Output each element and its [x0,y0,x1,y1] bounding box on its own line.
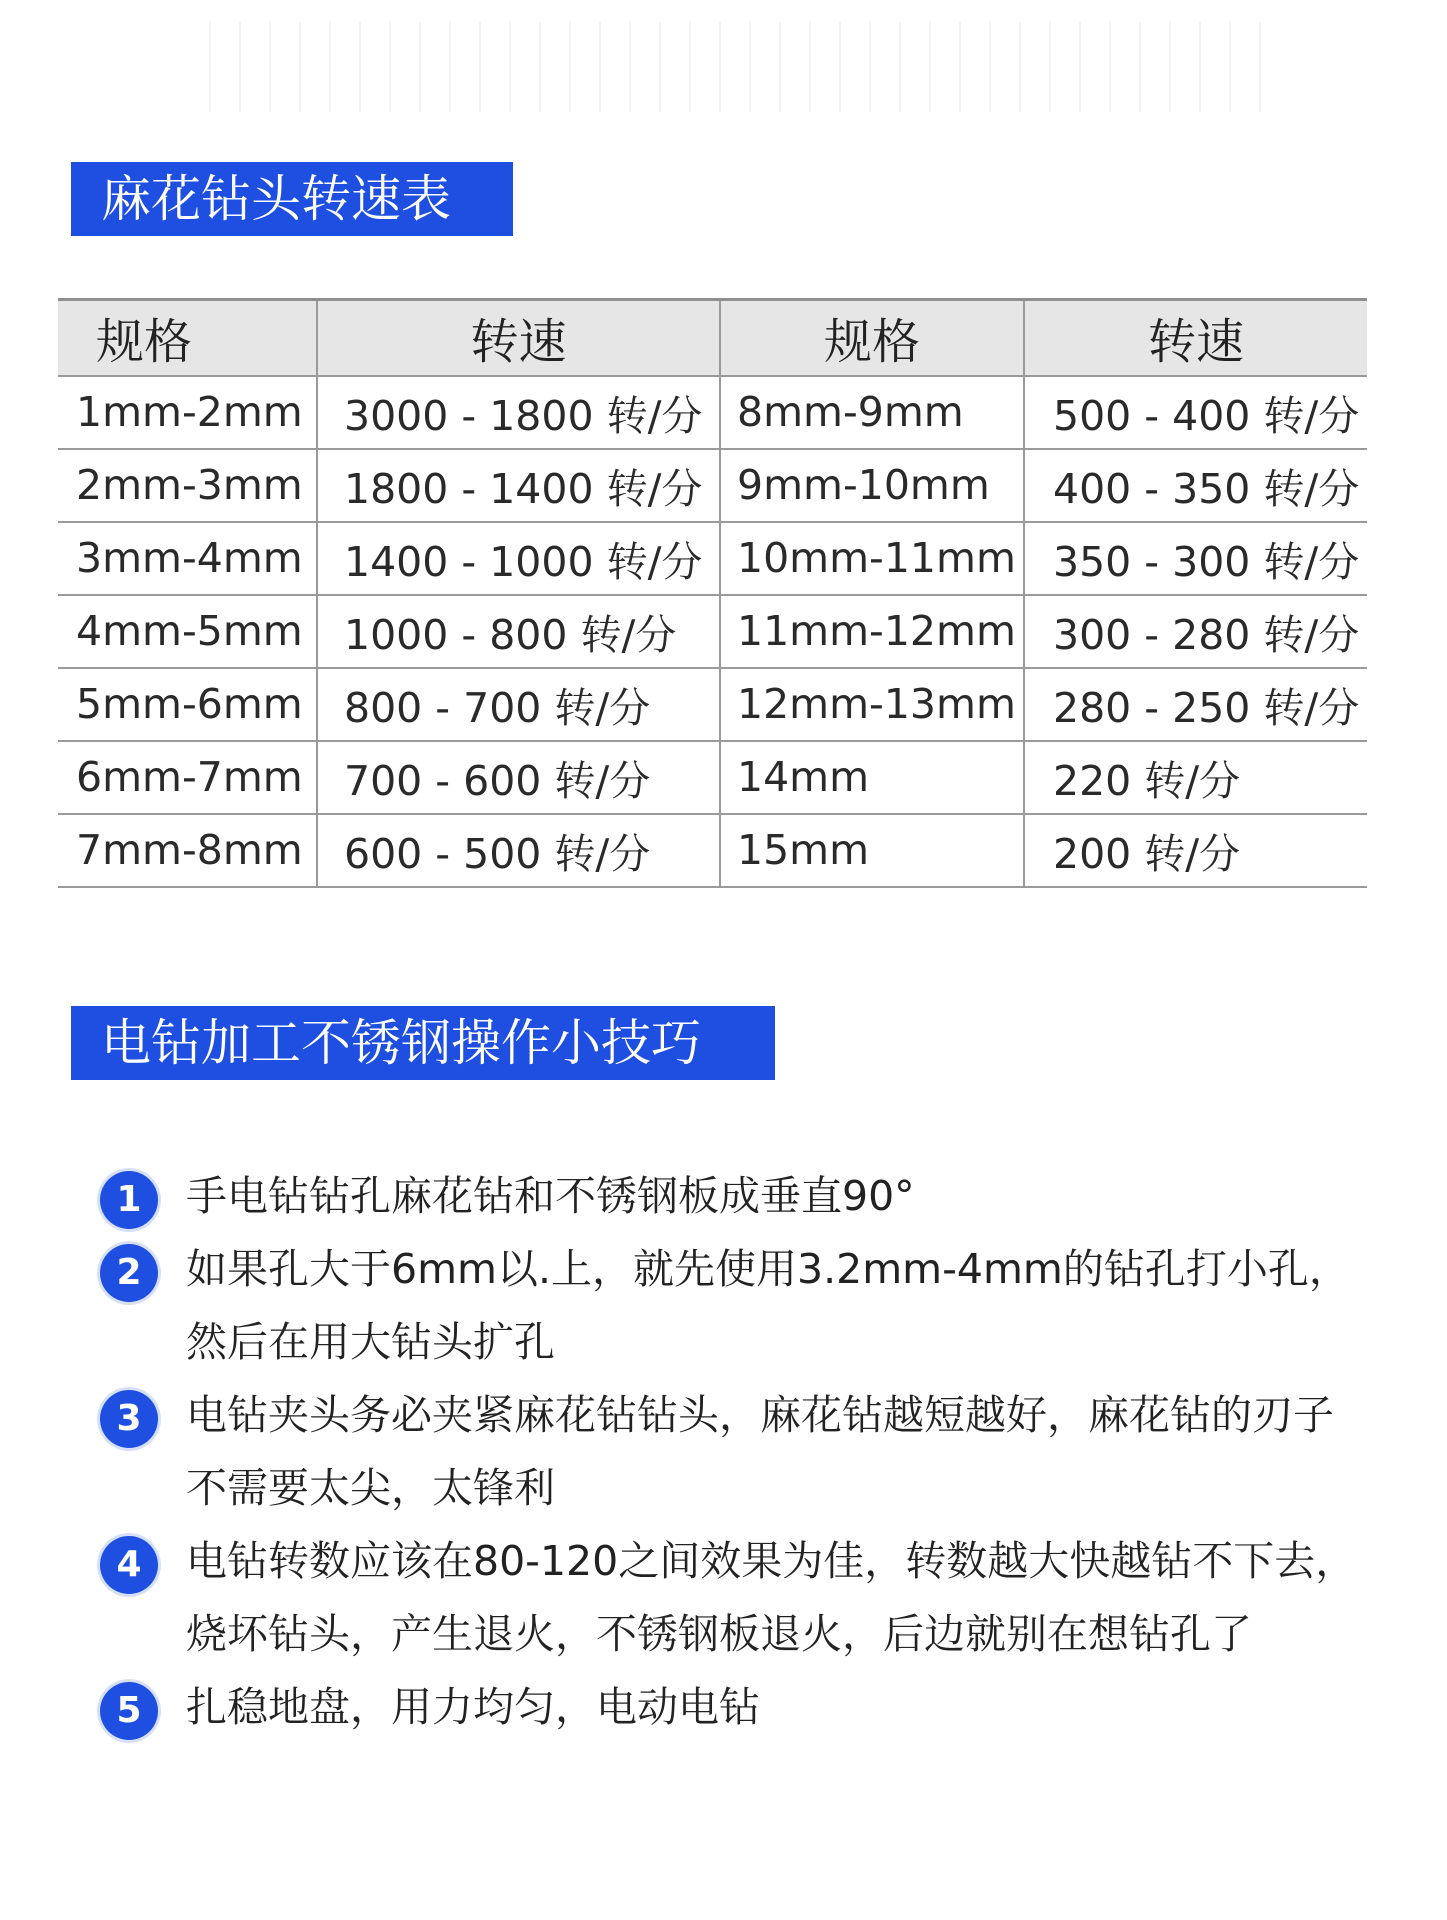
cell-speed: 800 - 700 转/分 [317,668,720,741]
table-row [58,668,1367,741]
tip-item [100,1379,1400,1525]
cell-spec: 2mm-3mm [58,449,317,522]
tip-text-line: 手电钻钻孔麻花钻和不锈钢板成垂直90° [186,1172,915,1220]
table-row [58,814,1367,887]
table-row [58,449,1367,522]
cell-spec: 9mm-10mm [720,449,1024,522]
tip-text-line: 电钻转数应该在80-120之间效果为佳，转数越大快越钻不下去， [186,1537,1357,1585]
tip-item [100,1233,1400,1379]
tip-text-line: 扎稳地盘，用力均匀，电动电钻 [186,1683,760,1731]
tip-item [100,1160,1400,1233]
cell-spec: 1mm-2mm [58,376,317,449]
cell-speed: 500 - 400 转/分 [1024,376,1367,449]
header-speed: 转速 [1024,300,1367,376]
tips-list [100,1160,1400,1744]
tip-text-line: 然后在用大钻头扩孔 [186,1318,555,1366]
cell-speed: 400 - 350 转/分 [1024,449,1367,522]
cell-speed: 200 转/分 [1024,814,1367,887]
tip-number-badge: 4 [100,1536,158,1594]
section-title-tips: 电钻加工不锈钢操作小技巧 [71,1006,775,1080]
tip-number-badge: 3 [100,1390,158,1448]
cell-spec: 7mm-8mm [58,814,317,887]
tip-number-badge: 5 [100,1682,158,1740]
table-row [58,376,1367,449]
cell-speed: 300 - 280 转/分 [1024,595,1367,668]
cell-spec: 4mm-5mm [58,595,317,668]
cell-speed: 350 - 300 转/分 [1024,522,1367,595]
cell-speed: 600 - 500 转/分 [317,814,720,887]
tip-number-badge: 2 [100,1244,158,1302]
tip-text-line: 电钻夹头务必夹紧麻花钻钻头，麻花钻越短越好，麻花钻的刃子 [186,1391,1334,1439]
section-title-speed-table: 麻花钻头转速表 [71,162,513,236]
cell-spec: 10mm-11mm [720,522,1024,595]
table-row [58,741,1367,814]
table-row [58,522,1367,595]
cell-spec: 3mm-4mm [58,522,317,595]
cell-spec: 15mm [720,814,1024,887]
cell-speed: 220 转/分 [1024,741,1367,814]
cell-spec: 6mm-7mm [58,741,317,814]
header-spec: 规格 [58,300,317,376]
tip-item [100,1671,1400,1744]
cell-speed: 700 - 600 转/分 [317,741,720,814]
tip-text-line: 如果孔大于6mm以.上，就先使用3.2mm-4mm的钻孔打小孔， [186,1245,1350,1293]
cell-spec: 8mm-9mm [720,376,1024,449]
cell-spec: 5mm-6mm [58,668,317,741]
header-spec: 规格 [720,300,1024,376]
top-decorative-strip [195,22,1270,112]
tip-text-line: 烧坏钻头，产生退火，不锈钢板退火，后边就别在想钻孔了 [186,1610,1252,1658]
cell-speed: 280 - 250 转/分 [1024,668,1367,741]
table-row [58,595,1367,668]
cell-spec: 14mm [720,741,1024,814]
cell-spec: 12mm-13mm [720,668,1024,741]
cell-speed: 1400 - 1000 转/分 [317,522,720,595]
cell-speed: 3000 - 1800 转/分 [317,376,720,449]
cell-speed: 1000 - 800 转/分 [317,595,720,668]
drill-speed-table [58,298,1367,888]
cell-speed: 1800 - 1400 转/分 [317,449,720,522]
cell-spec: 11mm-12mm [720,595,1024,668]
tip-item [100,1525,1400,1671]
tip-text-line: 不需要太尖，太锋利 [186,1464,555,1512]
header-speed: 转速 [317,300,720,376]
tip-number-badge: 1 [100,1171,158,1229]
table-header-row [58,300,1367,376]
